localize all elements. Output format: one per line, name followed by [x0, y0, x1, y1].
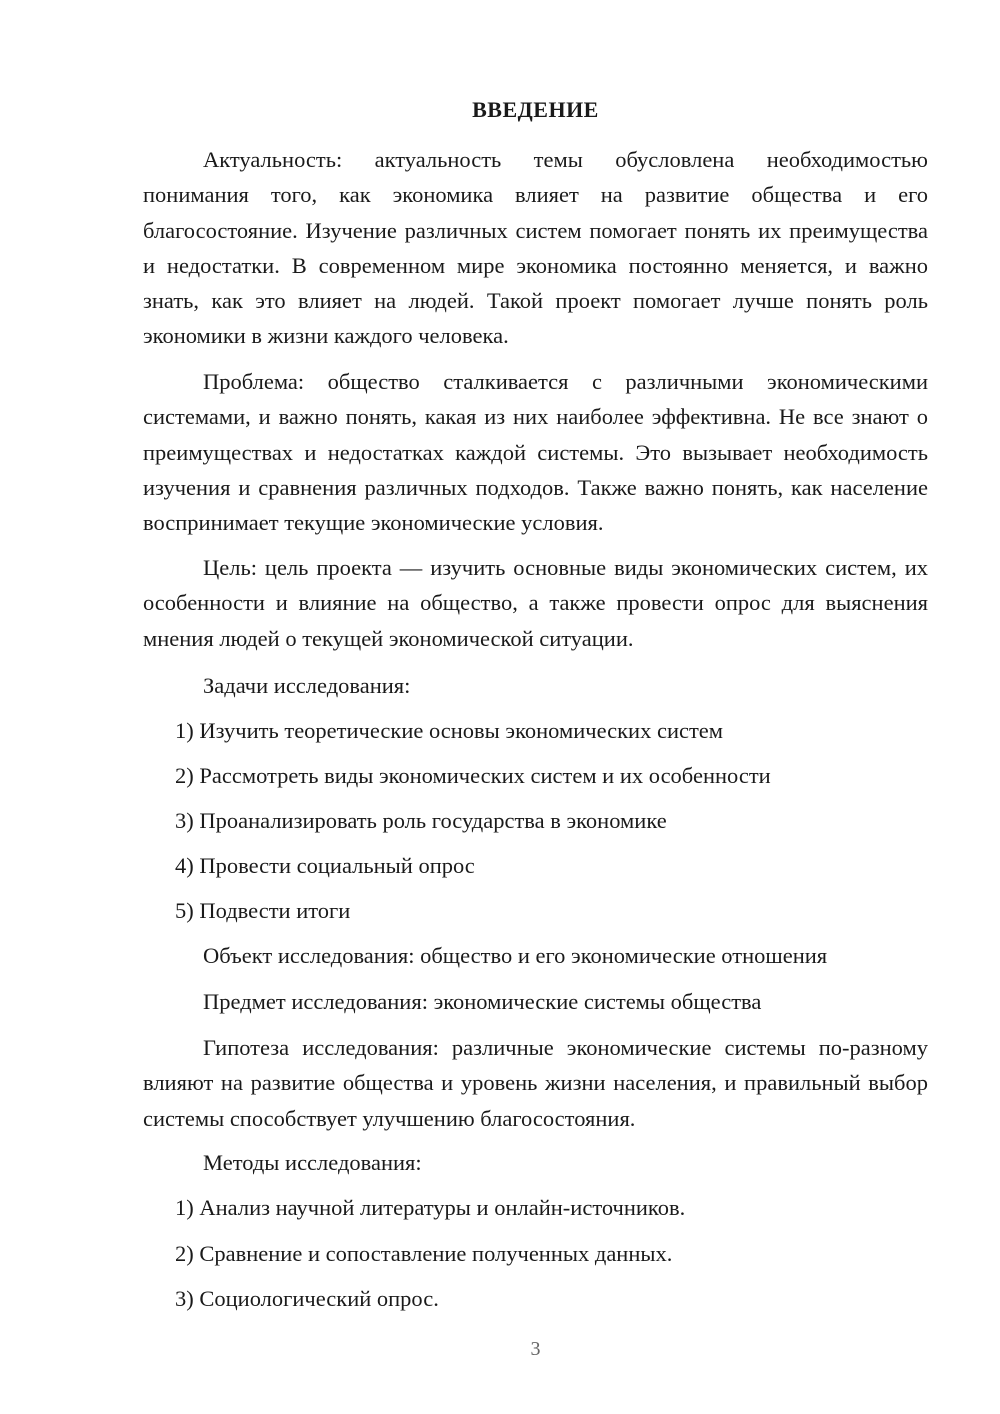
- research-subject: Предмет исследования: экономические системы общества: [203, 989, 762, 1014]
- paragraph-problem: Проблема: общество сталкивается с различными экономическими системами, и важно понять, какая из них наиболее эффективна. Не все знают о преимуществах и недостатках каждой системы. Это вызывает необходимость изучения и сравнения различных подходов. Также важно понять, как население воспринимает текущие экономические условия.: [143, 369, 928, 536]
- methods-heading: Методы исследования:: [203, 1150, 422, 1175]
- task-item-2: 2) Рассмотреть виды экономических систем и их особенности: [175, 763, 771, 788]
- method-item-2: 2) Сравнение и сопоставление полученных данных.: [175, 1241, 673, 1266]
- task-item-5: 5) Подвести итоги: [175, 898, 351, 923]
- paragraph-hypothesis: Гипотеза исследования: различные экономические системы по-разному влияют на развитие общества и уровень жизни населения, и правильный выбор системы способствует улучшению благосостояния.: [143, 1035, 928, 1131]
- task-item-3: 3) Проанализировать роль государства в экономике: [175, 808, 667, 833]
- research-object: Объект исследования: общество и его экономические отношения: [203, 943, 828, 968]
- tasks-heading: Задачи исследования:: [203, 673, 411, 698]
- task-item-4: 4) Провести социальный опрос: [175, 853, 475, 878]
- page-title: ВВЕДЕНИЕ: [472, 97, 599, 122]
- document-page: [143, 0, 928, 1414]
- paragraph-relevance: Актуальность: актуальность темы обусловлена необходимостью понимания того, как экономика влияет на развитие общества и его благосостояние. Изучение различных систем помогает понять их преимущества и недостатки. В современном мире экономика постоянно меняется, и важно знать, как это влияет на людей. Такой проект помогает лучше понять роль экономики в жизни каждого человека.: [143, 147, 928, 349]
- task-item-1: 1) Изучить теоретические основы экономических систем: [175, 718, 724, 743]
- method-item-1: 1) Анализ научной литературы и онлайн-источников.: [175, 1195, 686, 1220]
- page-number: 3: [530, 1338, 541, 1360]
- method-item-3: 3) Социологический опрос.: [175, 1286, 439, 1311]
- paragraph-goal: Цель: цель проекта — изучить основные виды экономических систем, их особенности и влияние на общество, а также провести опрос для выяснения мнения людей о текущей экономической ситуации.: [143, 555, 928, 651]
